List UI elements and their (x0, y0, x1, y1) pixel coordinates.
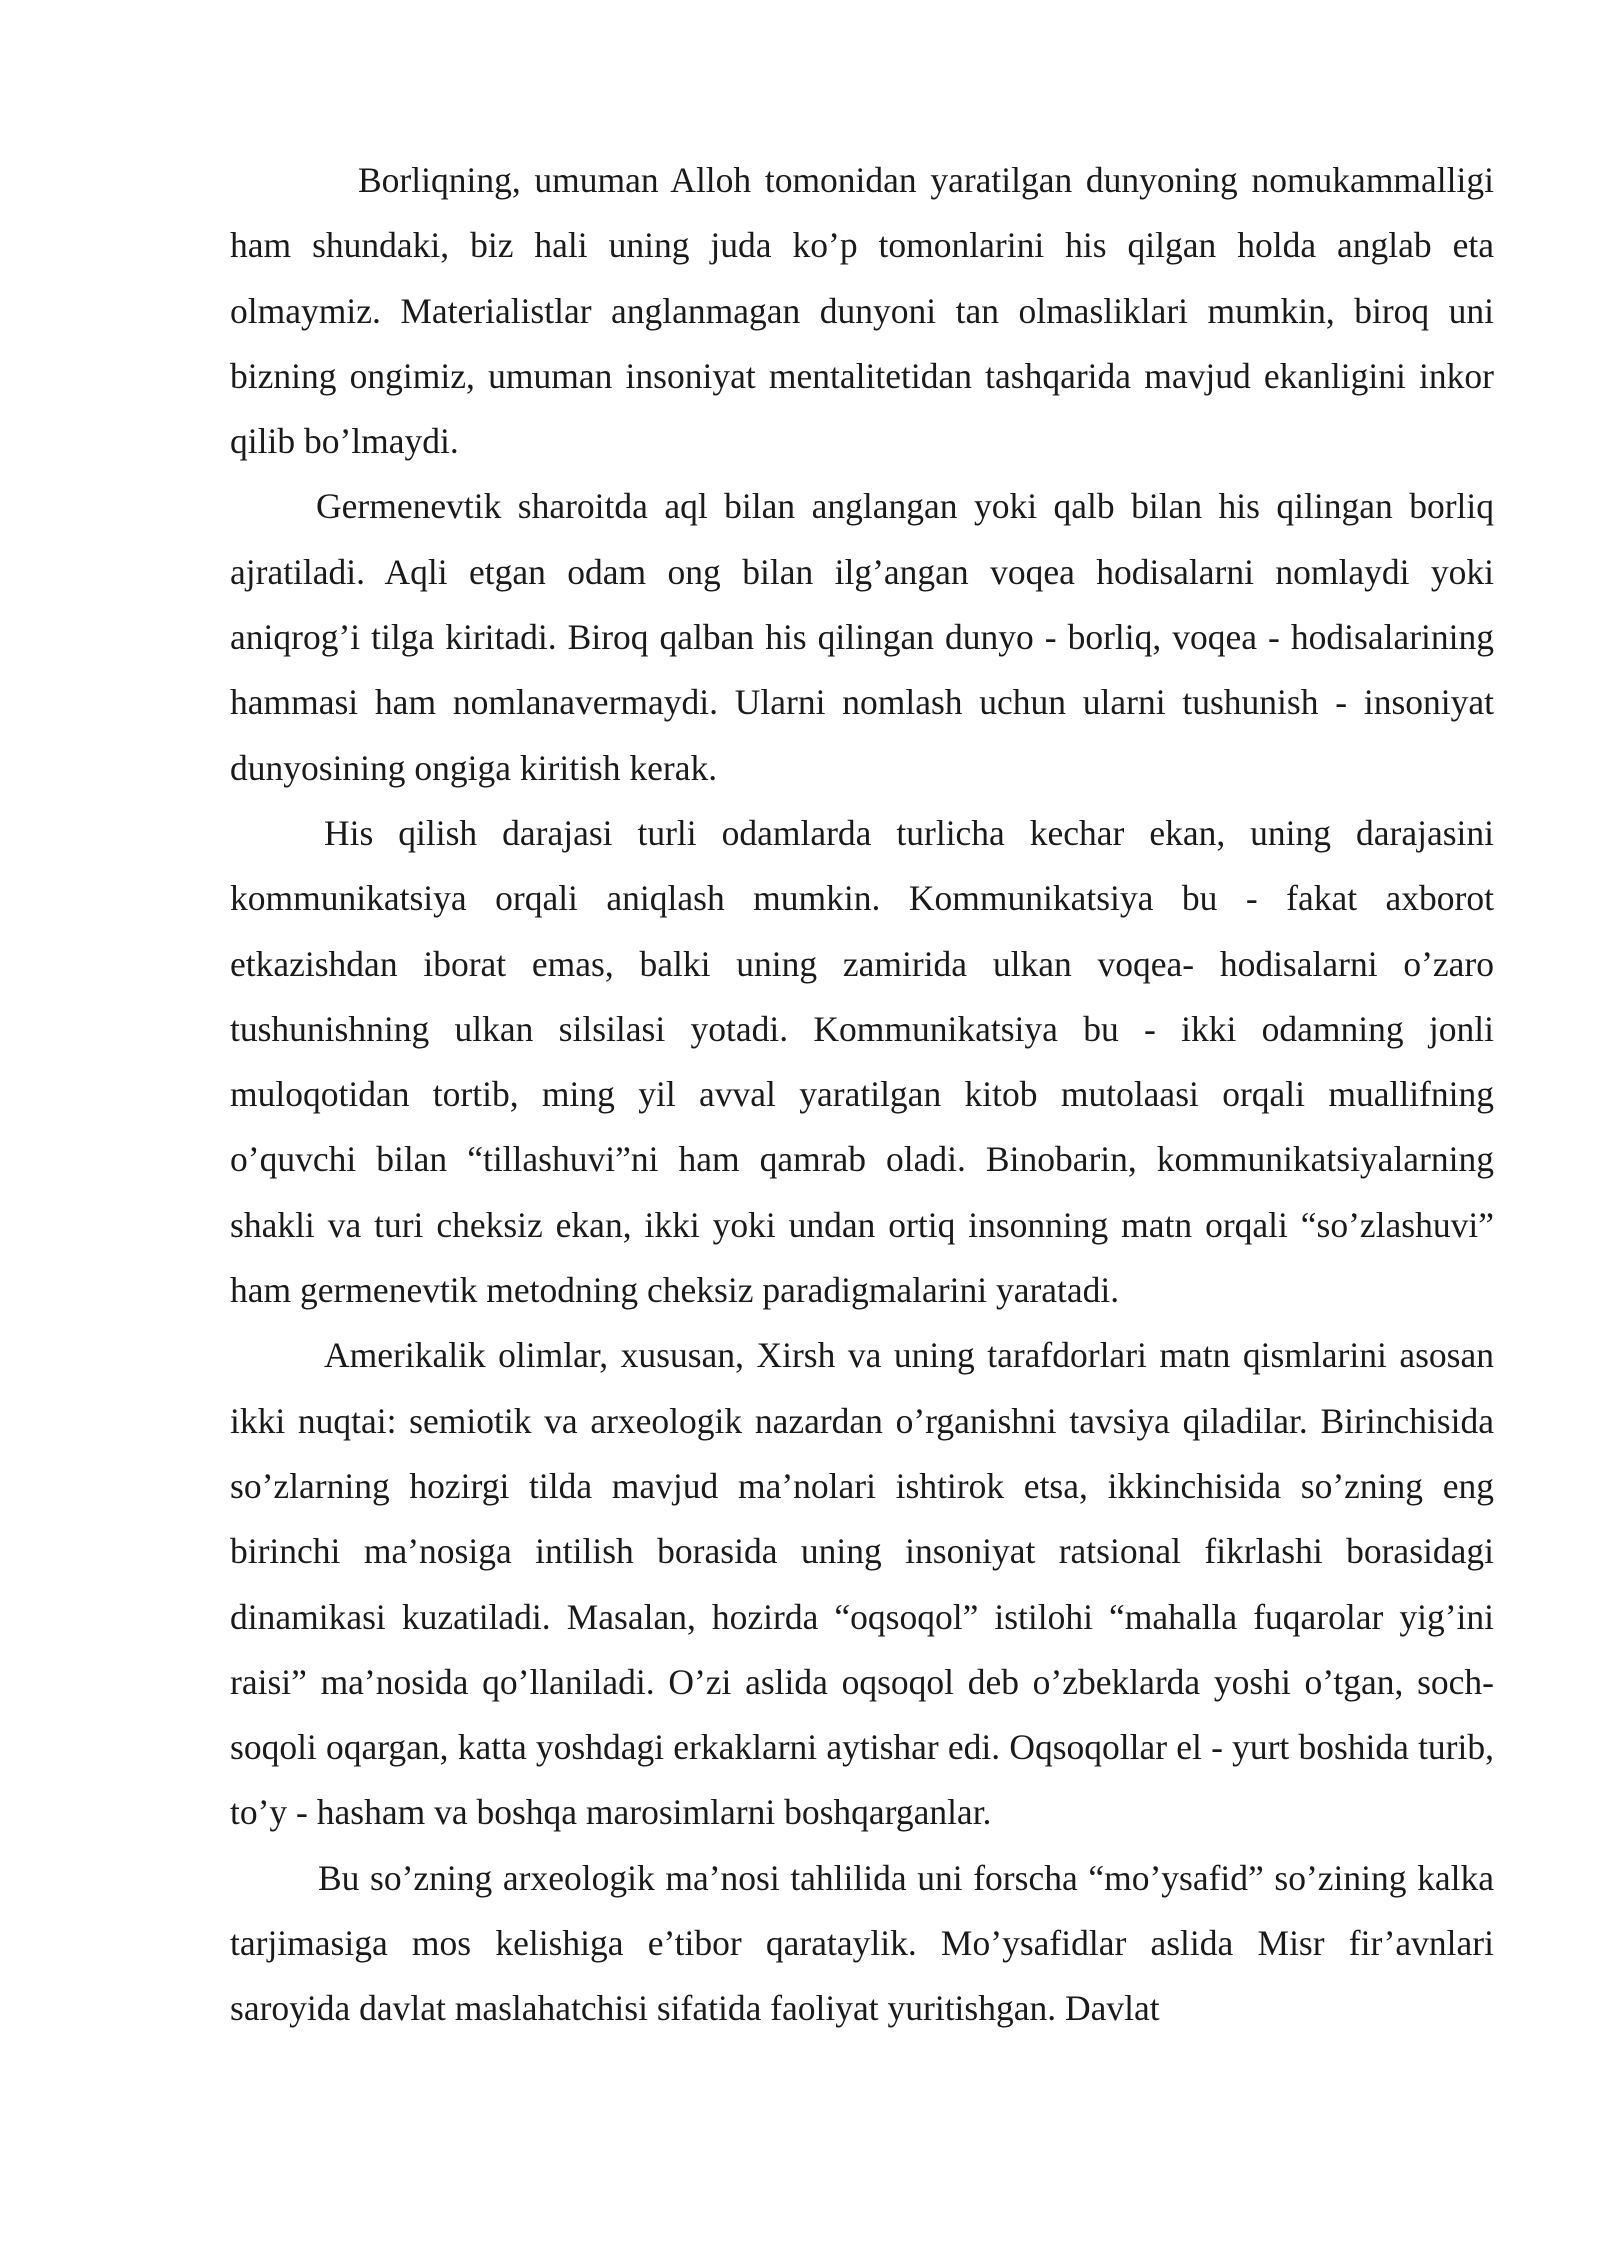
document-body (230, 148, 1494, 2042)
paragraph: Germenevtik sharoitda aql bilan anglangan yoki qalb bilan his qilingan borliq ajratiladi. Aqli etgan odam ong bilan ilg’angan voqea hodisalarni nomlaydi yoki aniqrog’i tilga kiritadi. Biroq qalban his qilingan dunyo - borliq, voqea - hodisalarining hammasi ham nomlanavermaydi. Ularni nomlash uchun ularni tushunish - insoniyat dunyosining ongiga kiritish kerak. (230, 486, 1494, 788)
paragraph: Bu so’zning arxeologik ma’nosi tahlilida uni forscha “mo’ysafid” so’zining kalka tarjimasiga mos kelishiga e’tibor qarataylik. Mo’ysafidlar aslida Misr fir’avnlari saroyida davlat maslahatchisi sifatida faoliyat yuritishgan. Davlat (230, 1857, 1494, 2029)
paragraph: Amerikalik olimlar, xususan, Xirsh va uning tarafdorlari matn qismlarini asosan ikki nuqtai: semiotik va arxeologik nazardan o’rganishni tavsiya qiladilar. Birinchisida so’zlarning hozirgi tilda mavjud ma’nolari ishtirok etsa, ikkinchisida so’zning eng birinchi ma’nosiga intilish borasida uning insoniyat ratsional fikrlashi borasidagi dinamikasi kuzatiladi. Masalan, hozirda “oqsoqol” istilohi “mahalla fuqarolar yig’ini raisi” ma’nosida qo’llaniladi. O’zi aslida oqsoqol deb o’zbeklarda yoshi o’tgan, soch- soqoli oqargan, katta yoshdagi erkaklarni aytishar edi. Oqsoqollar el - yurt boshida turib, to’y - hasham va boshqa marosimlarni boshqarganlar. (230, 1335, 1494, 1833)
paragraph: Borliqning, umuman Alloh tomonidan yaratilgan dunyoning nomukammalligi ham shundaki, biz hali uning juda ko’p tomonlarini his qilgan holda anglab eta olmaymiz. Materialistlar anglanmagan dunyoni tan olmasliklari mumkin, biroq uni bizning ongimiz, umuman insoniyat mentalitetidan tashqarida mavjud ekanligini inkor qilib bo’lmaydi. (230, 160, 1494, 462)
paragraph: His qilish darajasi turli odamlarda turlicha kechar ekan, uning darajasini kommunikatsiya orqali aniqlash mumkin. Kommunikatsiya bu - fakat axborot etkazishdan iborat emas, balki uning zamirida ulkan voqea- hodisalarni o’zaro tushunishning ulkan silsilasi yotadi. Kommunikatsiya bu - ikki odamning jonli muloqotidan tortib, ming yil avval yaratilgan kitob mutolaasi orqali muallifning o’quvchi bilan “tillashuvi”ni ham qamrab oladi. Binobarin, kommunikatsiyalarning shakli va turi cheksiz ekan, ikki yoki undan ortiq insonning matn orqali “so’zlashuvi” ham germenevtik metodning cheksiz paradigmalarini yaratadi. (230, 812, 1494, 1311)
